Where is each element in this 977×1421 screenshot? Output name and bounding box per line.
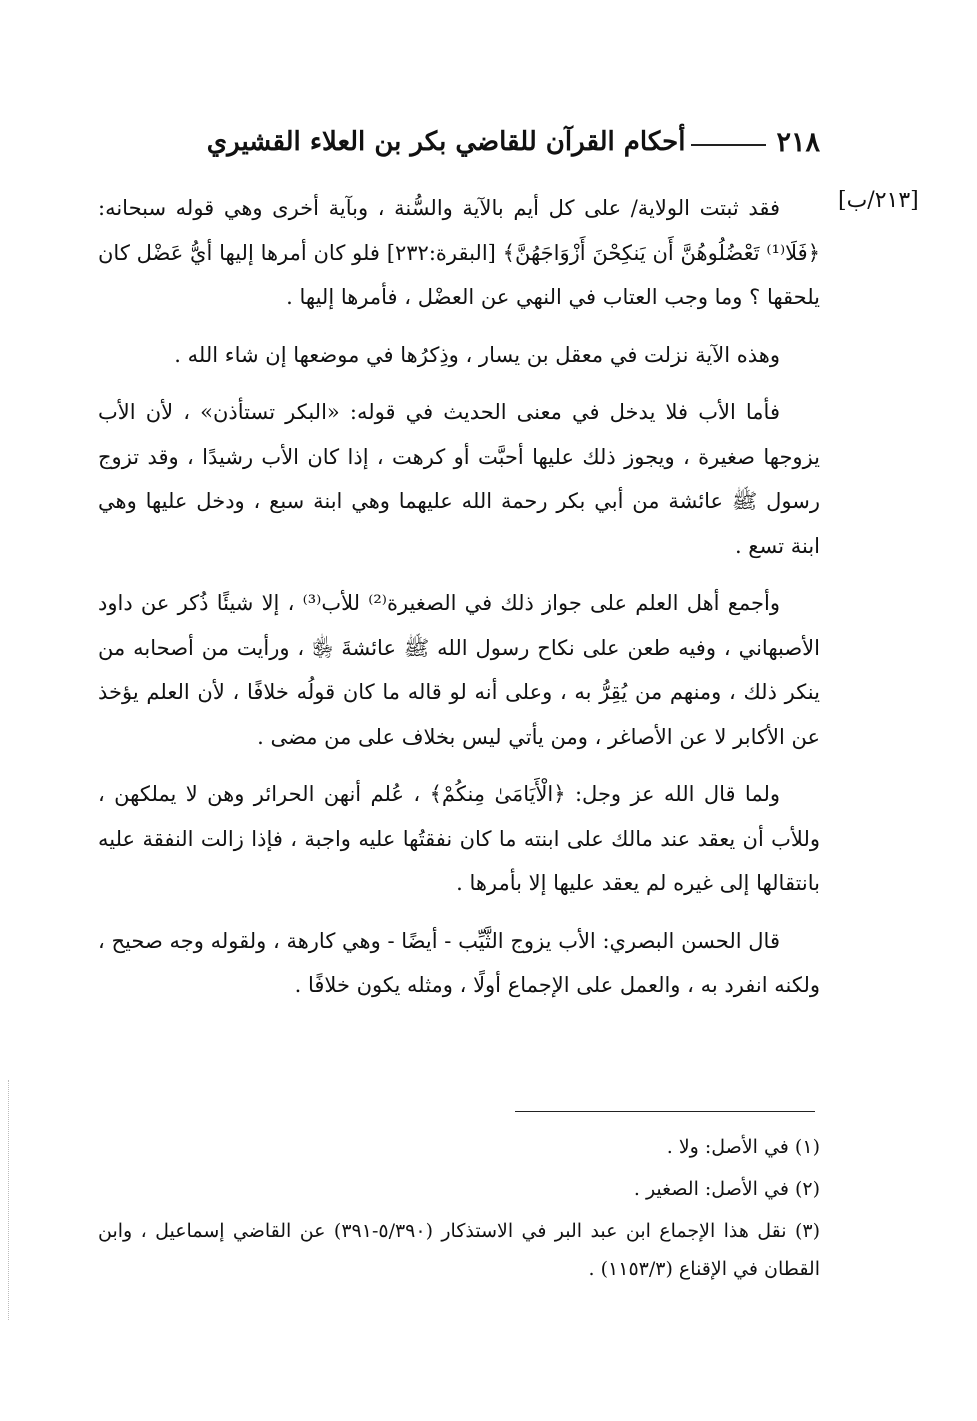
book-title: أحكام القرآن للقاضي بكر بن العلاء القشيري <box>206 127 686 157</box>
scan-binding-edge <box>8 1080 11 1320</box>
footnote: (٣) نقل هذا الإجماع ابن عبد البر في الاستذكار (٥/٣٩٠-٣٩١) عن القاضي إسماعيل ، وابن القطان في الإقناع (١١٥٣/٣) . <box>98 1220 820 1280</box>
paragraph: قال الحسن البصري: الأب يزوج الثَّيِّب - أيضًا - وهي كارهة ، ولقوله وجه صحيح ، ولكنه انفرد به ، والعمل على الإجماع أولًا ، ومثله يكون خلافًا . <box>98 928 820 997</box>
footnote-separator <box>515 1111 815 1112</box>
paragraph: وهذه الآية نزلت في معقل بن يسار ، وذِكرُها في موضعها إن شاء الله . <box>174 342 780 367</box>
footnote: (٢) في الأصل: الصغير . <box>633 1178 820 1200</box>
footnote: (١) في الأصل: ولا . <box>666 1136 820 1158</box>
paragraph: وأجمع أهل العلم على جواز ذلك في الصغيرة⁽²⁾ للأب⁽³⁾ ، إلا شيئًا ذُكر عن داود الأصبهاني ، وفيه طعن على نكاح رسول الله ﷺ عائشةَ ﵂ ، ورأيت من أصحابه من ينكر ذلك ، ومنهم من يُقِرُّ به ، وعلى أنه لو قاله ما كان قولُه خلافًا ، لأن العلم يؤخذ عن الأكابر لا عن الأصاغر ، ومن يأتي ليس بخلاف على من مضى . <box>98 591 820 749</box>
footnotes <box>98 1128 820 1292</box>
main-text <box>98 186 820 1021</box>
margin-folio-reference: [٢١٣/ب] <box>838 188 919 213</box>
page-header <box>100 118 820 166</box>
paragraph: فقد ثبتت الولاية/ على كل أيم بالآية والسُّنة ، وبآية أخرى وهي قوله سبحانه: ﴿فَلَا⁽¹⁾ تَعْضُلُوهُنَّ أَن يَنكِحْنَ أَزْوَاجَهُنَّ﴾ [البقرة:٢٣٢] فلو كان أمرها إليها أيُّ عَضْل كان يلحقها ؟ وما وجب العتاب في النهي عن العضْل ، فأمرها إليها . <box>98 196 820 309</box>
header-rule <box>691 144 766 146</box>
paragraph: فأما الأب فلا يدخل في معنى الحديث في قوله: «البكر تستأذن» ، لأن الأب يزوجها صغيرة ، ويجوز ذلك عليها أحبَّت أو كرهت ، إذا كان الأب رشيدًا ، وقد تزوج رسول ﷺ عائشة من أبي بكر رحمة الله عليهما وهي ابنة سبع ، ودخل عليها وهي ابنة تسع . <box>98 400 820 558</box>
paragraph: ولما قال الله عز وجل: ﴿الْأَيَامَىٰ مِنكُمْ﴾ ، عُلم أنهن الحرائر وهن لا يملكهن ، وللأب أن يعقد عند مالك على ابنته ما كان نفقتُها عليه واجبة ، فإذا زالت النفقة عليه بانتقالها إلى غيره لم يعقد عليها إلا بأمرها . <box>98 782 820 895</box>
page-number: ٢١٨ <box>776 126 820 158</box>
